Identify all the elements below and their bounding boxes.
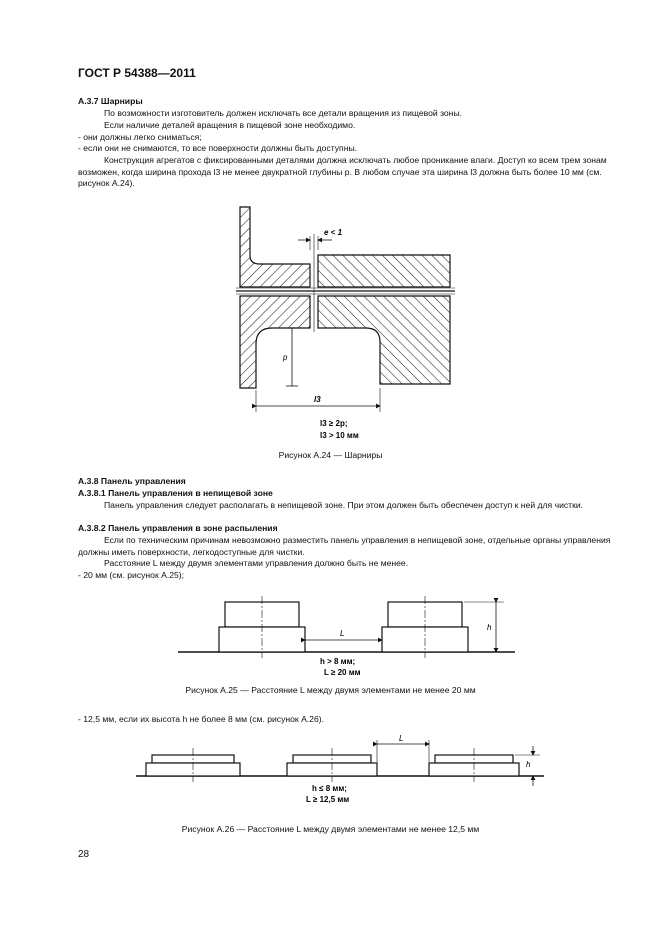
subsection-heading: А.3.8.2 Панель управления в зоне распыления [78, 523, 278, 533]
paragraph: Если наличие деталей вращения в пищевой зоне необходимо. [104, 120, 356, 130]
figure-distance-12-5mm [0, 732, 661, 812]
label-h: h [487, 623, 492, 632]
document-header: ГОСТ Р 54388—2011 [78, 66, 196, 80]
label-e: e < 1 [324, 228, 343, 237]
label-p: p [283, 353, 288, 362]
condition-1: h > 8 мм; [320, 657, 356, 666]
figure-caption: Рисунок А.24 — Шарниры [278, 450, 383, 460]
list-item: - 20 мм (см. рисунок А.25); [78, 570, 185, 580]
paragraph: Панель управления следует располагать в непищевой зоне. При этом должен быть обеспечен доступ к ней для чистки. [104, 500, 584, 510]
page-number: 28 [78, 849, 90, 860]
paragraph: Конструкция агрегатов с фиксированными деталями должна исключать любое проникание влаги. Доступ ко всем трем зонам возможен, когда ширина прохода l3 не менее двукратной глубины p. В любом случае эта ширина l3 должна быть более 10 мм (см. рисунок А.24). [78, 155, 607, 189]
section-heading-control-panel: А.3.8 Панель управления [78, 476, 186, 486]
subsection-heading: А.3.8.1 Панель управления в непищевой зоне [78, 488, 273, 498]
condition-1: l3 ≥ 2p; [320, 419, 348, 428]
figure-hinge-diagram [0, 200, 661, 460]
figure-distance-20mm [0, 594, 661, 684]
figure-caption: Рисунок А.25 — Расстояние L между двумя элементами не менее 20 мм [185, 685, 476, 695]
list-item: - если они не снимаются, то все поверхности должны быть доступны. [78, 143, 358, 153]
condition-1: h ≤ 8 мм; [312, 784, 347, 793]
paragraph: Если по техническим причинам невозможно разместить панель управления в непищевой зоне, отдельные органы управления должны иметь поверхности, легкодоступные для чистки. [78, 535, 611, 557]
label-L: L [340, 629, 345, 638]
label-L: L [399, 734, 404, 743]
condition-2: L ≥ 20 мм [324, 668, 361, 677]
label-h: h [526, 760, 531, 769]
label-l3: l3 [314, 395, 321, 404]
condition-2: l3 > 10 мм [320, 431, 359, 440]
figure-caption: Рисунок А.26 — Расстояние L между двумя элементами не менее 12,5 мм [181, 824, 480, 834]
paragraph: По возможности изготовитель должен исключать все детали вращения из пищевой зоны. [104, 108, 463, 118]
list-item: - 12,5 мм, если их высота h не более 8 мм (см. рисунок А.26). [78, 714, 324, 724]
section-heading-hinges: А.3.7 Шарниры [78, 96, 143, 106]
condition-2: L ≥ 12,5 мм [306, 795, 350, 804]
list-item: - они должны легко сниматься; [78, 132, 202, 142]
paragraph: Расстояние L между двумя элементами управления должно быть не менее. [104, 558, 409, 568]
